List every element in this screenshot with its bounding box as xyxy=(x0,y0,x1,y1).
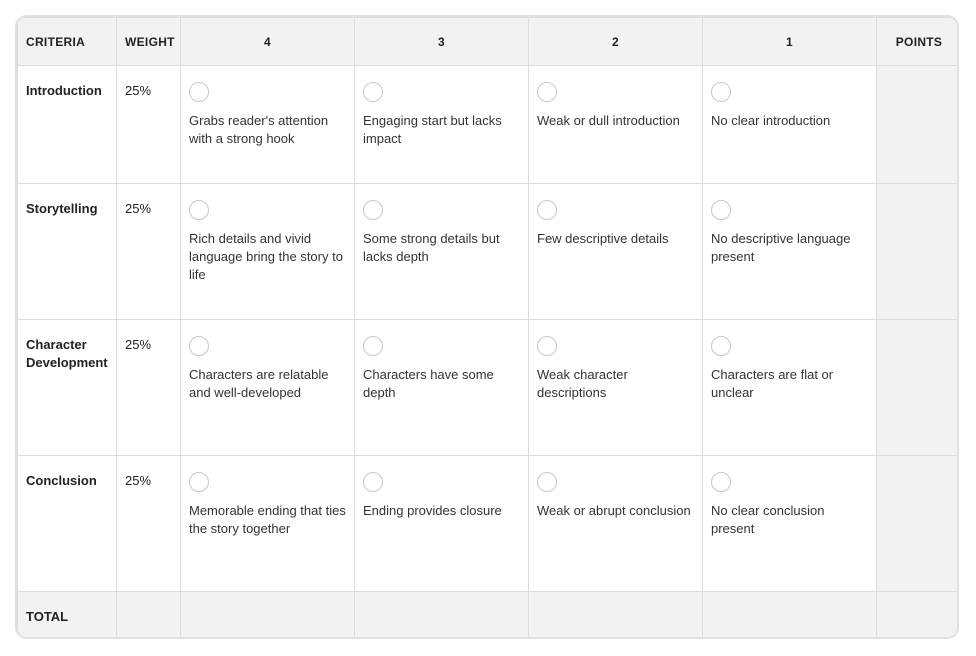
level-description: No descriptive language present xyxy=(711,231,851,264)
points-cell xyxy=(877,456,960,592)
score-radio-2[interactable] xyxy=(537,472,557,492)
weight-value: 25% xyxy=(117,320,181,456)
level-description: Memorable ending that ties the story together xyxy=(189,503,346,536)
score-radio-1[interactable] xyxy=(711,336,731,356)
header-points: POINTS xyxy=(877,18,960,66)
score-radio-3[interactable] xyxy=(363,472,383,492)
total-row xyxy=(18,592,960,640)
level-cell-4[interactable] xyxy=(181,184,355,320)
header-criteria: CRITERIA xyxy=(18,18,117,66)
level-cell-3[interactable] xyxy=(355,184,529,320)
level-description: Weak or dull introduction xyxy=(537,113,680,128)
rubric-table xyxy=(17,17,959,639)
level-description: Some strong details but lacks depth xyxy=(363,231,500,264)
header-level-4: 4 xyxy=(181,18,355,66)
header-weight: WEIGHT xyxy=(117,18,181,66)
level-description: No clear introduction xyxy=(711,113,831,128)
level-cell-1[interactable] xyxy=(703,66,877,184)
rubric-row-introduction xyxy=(18,66,960,184)
score-radio-2[interactable] xyxy=(537,336,557,356)
level-cell-3[interactable] xyxy=(355,320,529,456)
header-level-2: 2 xyxy=(529,18,703,66)
level-cell-3[interactable] xyxy=(355,456,529,592)
weight-value: 25% xyxy=(117,66,181,184)
score-radio-3[interactable] xyxy=(363,82,383,102)
total-label: TOTAL xyxy=(18,592,117,640)
level-cell-1[interactable] xyxy=(703,456,877,592)
header-level-3: 3 xyxy=(355,18,529,66)
score-radio-3[interactable] xyxy=(363,200,383,220)
points-cell xyxy=(877,320,960,456)
score-radio-4[interactable] xyxy=(189,472,209,492)
level-description: Ending provides closure xyxy=(363,503,502,518)
rubric-row-character-development xyxy=(18,320,960,456)
score-radio-3[interactable] xyxy=(363,336,383,356)
weight-value: 25% xyxy=(117,456,181,592)
score-radio-2[interactable] xyxy=(537,82,557,102)
points-cell xyxy=(877,66,960,184)
score-radio-4[interactable] xyxy=(189,82,209,102)
score-radio-4[interactable] xyxy=(189,200,209,220)
level-description: Characters have some depth xyxy=(363,367,494,400)
criteria-label: Character Development xyxy=(18,320,117,456)
weight-value: 25% xyxy=(117,184,181,320)
rubric-row-conclusion xyxy=(18,456,960,592)
level-description: Weak or abrupt conclusion xyxy=(537,503,691,518)
level-cell-1[interactable] xyxy=(703,320,877,456)
criteria-label: Conclusion xyxy=(18,456,117,592)
total-level-2-cell xyxy=(529,592,703,640)
total-level-3-cell xyxy=(355,592,529,640)
level-description: Engaging start but lacks impact xyxy=(363,113,502,146)
level-cell-4[interactable] xyxy=(181,456,355,592)
score-radio-4[interactable] xyxy=(189,336,209,356)
total-points-cell xyxy=(877,592,960,640)
criteria-label: Introduction xyxy=(18,66,117,184)
level-cell-2[interactable] xyxy=(529,320,703,456)
rubric-table-card xyxy=(15,15,959,639)
level-description: Characters are flat or unclear xyxy=(711,367,834,400)
level-cell-3[interactable] xyxy=(355,66,529,184)
total-weight-cell xyxy=(117,592,181,640)
level-description: Few descriptive details xyxy=(537,231,669,246)
level-cell-2[interactable] xyxy=(529,456,703,592)
criteria-label: Storytelling xyxy=(18,184,117,320)
level-cell-2[interactable] xyxy=(529,66,703,184)
level-cell-4[interactable] xyxy=(181,320,355,456)
score-radio-1[interactable] xyxy=(711,82,731,102)
score-radio-2[interactable] xyxy=(537,200,557,220)
level-description: Grabs reader's attention with a strong hook xyxy=(189,113,329,146)
level-description: No clear conclusion present xyxy=(711,503,825,536)
total-level-4-cell xyxy=(181,592,355,640)
header-row xyxy=(18,18,960,66)
level-description: Weak character descriptions xyxy=(537,367,628,400)
level-description: Characters are relatable and well-developed xyxy=(189,367,329,400)
level-cell-1[interactable] xyxy=(703,184,877,320)
points-cell xyxy=(877,184,960,320)
total-level-1-cell xyxy=(703,592,877,640)
score-radio-1[interactable] xyxy=(711,200,731,220)
header-level-1: 1 xyxy=(703,18,877,66)
rubric-row-storytelling xyxy=(18,184,960,320)
level-cell-2[interactable] xyxy=(529,184,703,320)
score-radio-1[interactable] xyxy=(711,472,731,492)
level-cell-4[interactable] xyxy=(181,66,355,184)
level-description: Rich details and vivid language bring the story to life xyxy=(189,231,343,282)
